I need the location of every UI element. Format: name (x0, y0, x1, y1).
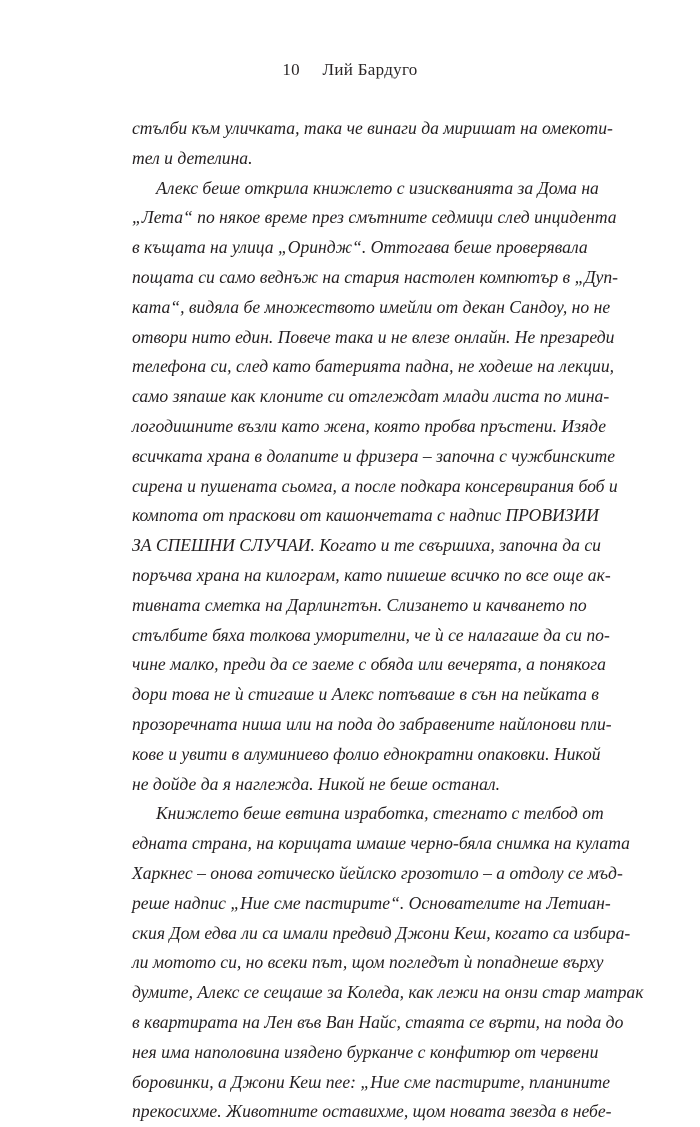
text-line: пощата си само веднъж на стария настолен компютър в „Дуп- (132, 266, 619, 287)
text-line: отвори нито един. Повече така и не влезе онлайн. Не презареди (132, 326, 615, 347)
text-line: стълби към уличката, така че винаги да миришат на омекоти- (132, 118, 613, 138)
text-line: ли мотото си, но всеки път, щом погледът ѝ попаднеше върху (132, 952, 604, 973)
body-text (132, 114, 644, 1127)
running-header (0, 60, 700, 80)
text-line: всичката храна в долапите и фризера – започна с чужбинските (132, 445, 616, 466)
text-line: Книжлето беше евтина изработка, стегнато с телбод от (156, 803, 604, 824)
text-line: едната страна, на корицата имаше черно-бяла снимка на кулата (132, 833, 630, 854)
text-line: Алекс беше открила книжлето с изискванията за Дома на (156, 177, 599, 198)
paragraph (132, 174, 619, 800)
page-number: 10 (282, 60, 300, 79)
text-line: ския Дом едва ли са имали предвид Джони Кеш, когато са избира- (132, 922, 631, 943)
text-line: сирена и пушената сьомга, а после подкара консервирания боб и (132, 475, 618, 496)
text-line: логодишните възли като жена, която пробва пръстени. Изяде (132, 415, 607, 436)
text-line: ката“, видяла бе множеството имейли от декан Сандоу, но не (132, 296, 611, 317)
paragraph (132, 799, 644, 1127)
text-line: реше надпис „Ние сме пастирите“. Основателите на Летиан- (132, 892, 611, 913)
text-line: дори това не ѝ стигаше и Алекс потъваше в сън на пейката в (132, 684, 599, 705)
text-line: ЗА СПЕШНИ СЛУЧАИ. Когато и те свършиха, започна да си (132, 535, 601, 556)
author-name: Лий Бардуго (322, 60, 418, 79)
text-line: тел и детелина. (132, 147, 253, 168)
text-line: в квартирата на Лен във Ван Найс, стаята се върти, на пода до (132, 1011, 624, 1032)
text-line: прекосихме. Животните оставихме, щом новата звезда в небе- (132, 1101, 612, 1122)
text-line: прозоречната ниша или на пода до забравените найлонови пли- (132, 713, 612, 734)
text-line: тивната сметка на Дарлингтън. Слизането и качването по (132, 594, 587, 615)
text-line: кове и увити в алуминиево фолио еднократни опаковки. Никой (132, 743, 601, 764)
text-line: Харкнес – онова готическо йейлско грозотило – а отдолу се мъд- (132, 862, 623, 883)
text-line: стълбите бяха толкова уморителни, че ѝ се налагаше да си по- (132, 624, 610, 645)
text-line: думите, Алекс се сещаше за Коледа, как лежи на онзи стар матрак (132, 982, 644, 1003)
text-line: чине малко, преди да се заеме с обяда или вечерята, а понякога (132, 654, 606, 675)
text-line: „Лета“ по някое време през смътните седмици след инцидента (132, 207, 617, 228)
text-line: нея има наполовина изядено бурканче с конфитюр от червени (132, 1041, 599, 1062)
text-line: не дойде да я наглежда. Никой не беше останал. (132, 773, 500, 794)
text-line: телефона си, след като батерията падна, не ходеше на лекции, (132, 356, 615, 377)
text-line: компота от праскови от кашончетата с надпис ПРОВИЗИИ (132, 505, 599, 526)
text-line: само зяпаше как клоните си отглеждат млади листа по мина- (132, 386, 610, 407)
text-line: поръчва храна на килограм, като пишеше всичко по все още ак- (132, 564, 611, 585)
text-line: боровинки, а Джони Кеш пее: „Ние сме пастирите, планините (132, 1071, 611, 1092)
paragraph (132, 114, 613, 174)
text-line: в къщата на улица „Ориндж“. Оттогава беше проверявала (132, 237, 588, 258)
